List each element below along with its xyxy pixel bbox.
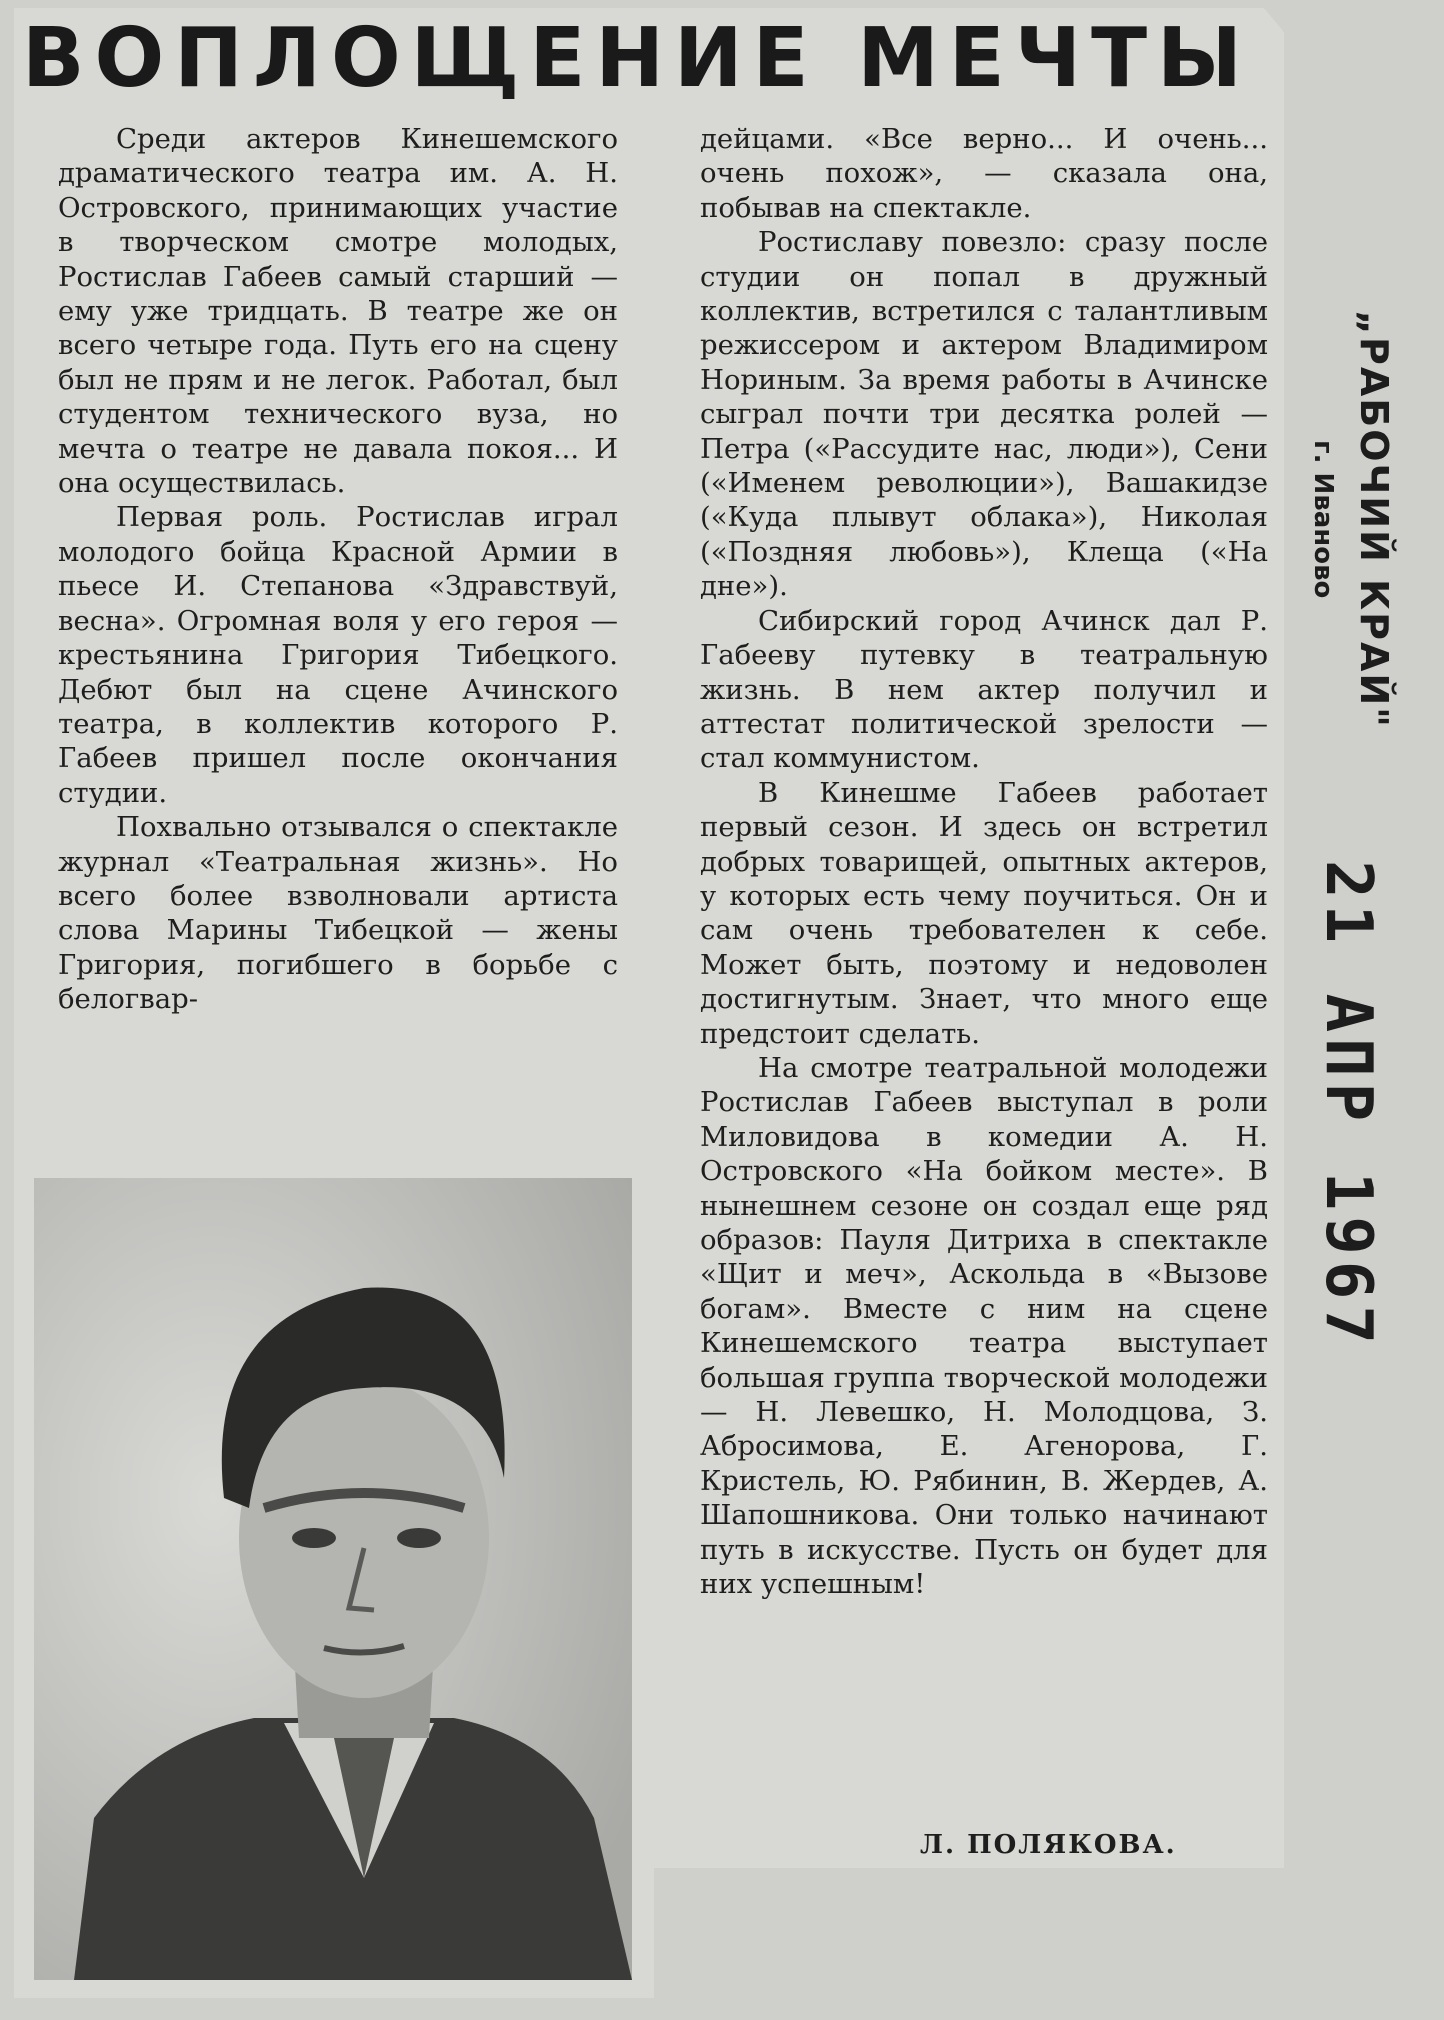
newspaper-name: „РАБОЧИЙ КРАЙ"	[1352, 310, 1396, 729]
author-signature: Л. ПОЛЯКОВА.	[920, 1830, 1177, 1860]
newspaper-city: г. Иваново	[1308, 440, 1338, 599]
date-stamp: 21 АПР 1967	[1311, 860, 1385, 1350]
paragraph: Похвально отзывался о спектакле журнал «Театральная жизнь». Но всего более взволновали артиста слова Марины Тибецкой — жены Григория, погибшего в борьбе с белогвар-	[58, 811, 618, 1016]
paragraph: Сибирский город Ачинск дал Р. Габееву путевку в театральную жизнь. В нем актер получил и аттестат политической зрелости — стал коммунистом.	[700, 604, 1268, 775]
portrait-illustration	[34, 1178, 632, 1980]
paragraph: В Кинешме Габеев работает первый сезон. И здесь он встретил добрых товарищей, опытных актеров, у которых есть чему поучиться. Он и сам очень требователен к себе. Может быть, поэтому и недоволен достигнутым. Знает, что много еще предстоит сделать.	[700, 776, 1268, 1050]
right-column	[700, 122, 1268, 1601]
stamp-text	[1308, 310, 1396, 729]
paragraph: Первая роль. Ростислав играл молодого бойца Красной Армии в пьесе И. Степанова «Здравствуй, весна». Огромная воля у его героя — крестьянина Григория Тибецкого. Дебют был на сцене Ачинского театра, в коллектив которого Р. Габеев пришел после окончания студии.	[58, 501, 618, 809]
paragraph: Ростиславу повезло: сразу после студии он попал в дружный коллектив, встретился с талантливым режиссером и актером Владимиром Нориным. За время работы в Ачинске сыграл почти три десятка ролей — Петра («Рассудите нас, люди»), Сени («Именем революции»), Вашакидзе («Куда плывут облака»), Николая («Поздняя любовь»), Клеща («На дне»).	[700, 226, 1268, 603]
paragraph: На смотре театральной молодежи Ростислав Габеев выступал в роли Миловидова в комедии А. Н. Островского «На бойком месте». В нынешнем сезоне он создал еще ряд образов: Пауля Дитриха в спектакле «Щит и меч», Аскольда в «Вызове богам». Вместе с ним на сцене Кинешемского театра выступает большая группа творческой молодежи — Н. Левешко, Н. Молодцова, З. Абросимова, Е. Агенорова, Г. Кристель, Ю. Рябинин, В. Жердев, А. Шапошникова. Они только начинают путь в искусстве. Пусть он будет для них успешным!	[700, 1051, 1268, 1601]
actor-portrait-photo	[34, 1178, 632, 1980]
left-column	[58, 122, 618, 1017]
paragraph: дейцами. «Все верно... И очень... очень похож», — сказала она, побывав на спектакле.	[700, 123, 1268, 224]
headline: ВОПЛОЩЕНИЕ МЕЧТЫ	[22, 11, 1252, 106]
paragraph: Среди актеров Кинешемского драматического театра им. А. Н. Островского, принимающих участие в творческом смотре молодых, Ростислав Габеев самый старший — ему уже тридцать. В театре же он всего четыре года. Путь его на сцену был не прям и не легок. Работал, был студентом технического вуза, но мечта о театре не давала покоя... И она осуществилась.	[58, 123, 618, 500]
